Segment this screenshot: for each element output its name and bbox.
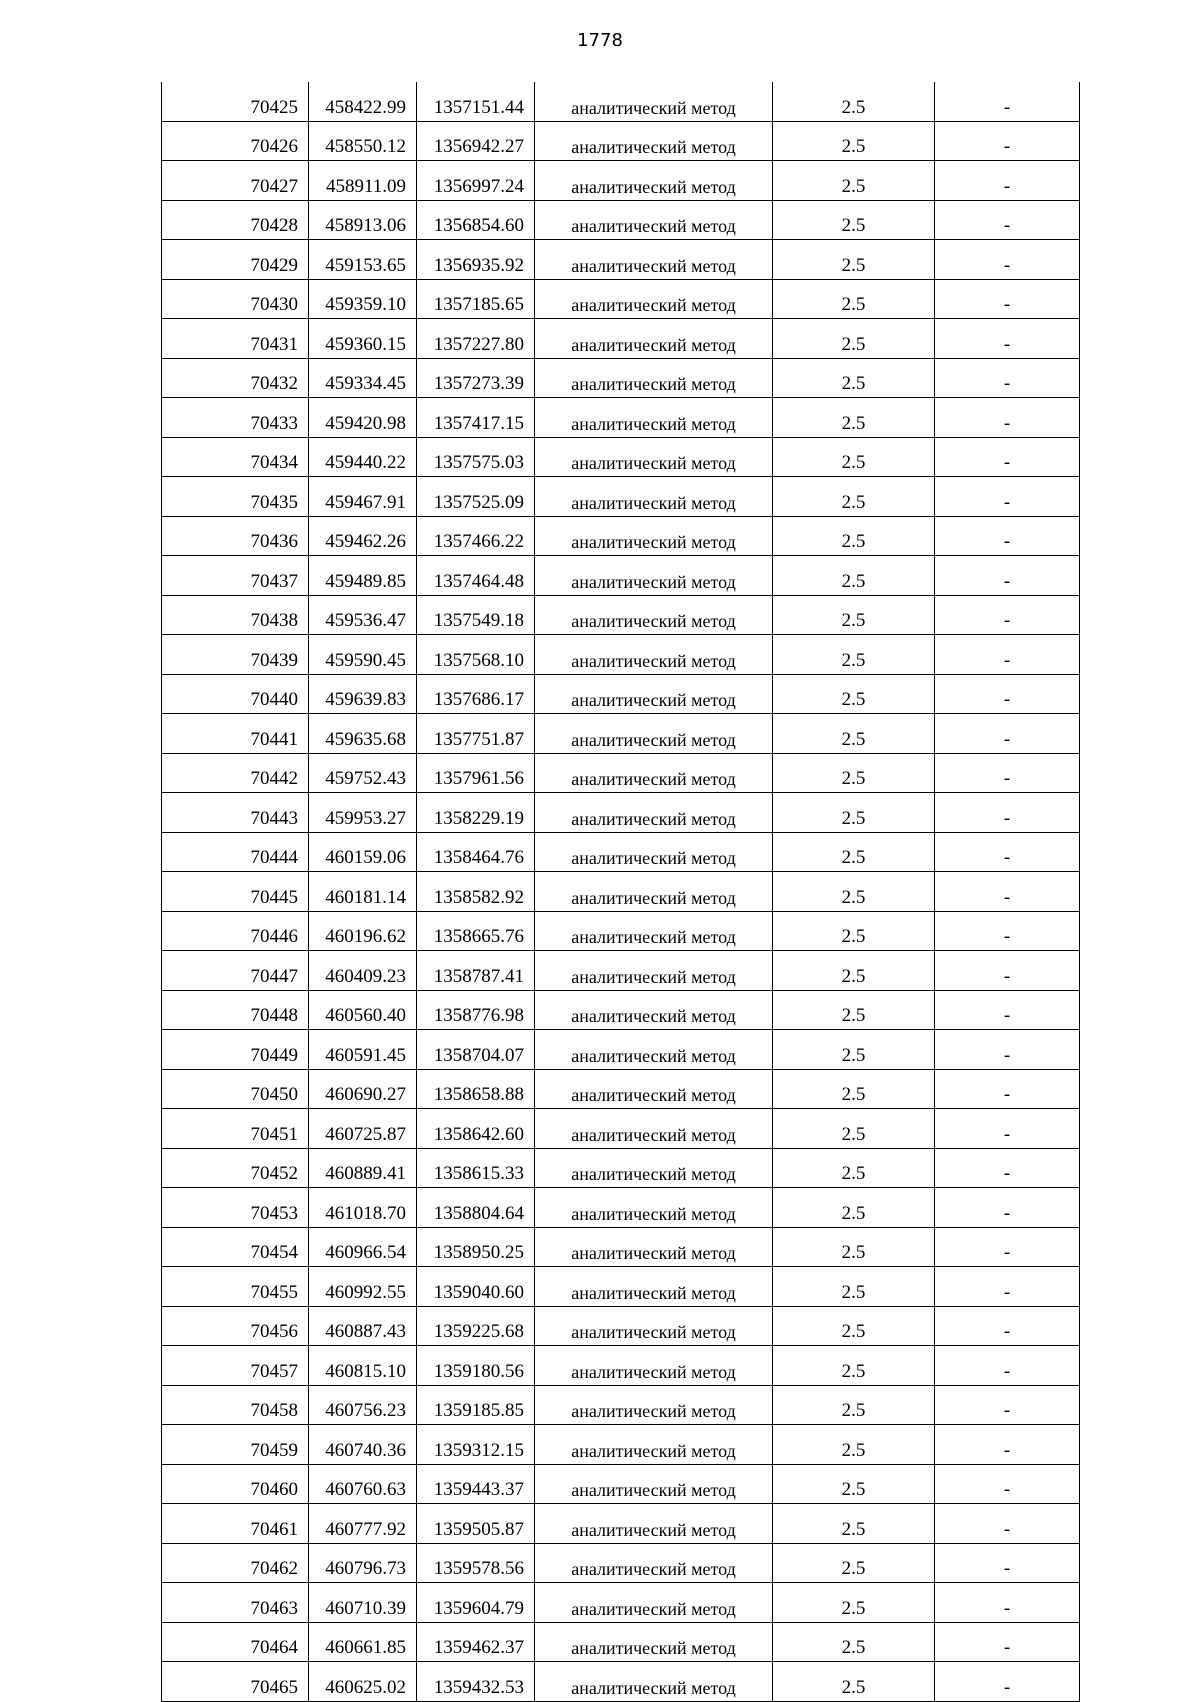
accuracy-cell: 2.5 (773, 1662, 935, 1702)
accuracy-cell: 2.5 (773, 1425, 935, 1465)
accuracy-cell: 2.5 (773, 1030, 935, 1070)
table-row (162, 240, 1080, 280)
y-coordinate-cell: 1357751.87 (417, 714, 535, 754)
table-body (162, 82, 1080, 1701)
point-number-cell: 70450 (162, 1069, 309, 1109)
point-number-cell: 70426 (162, 121, 309, 161)
point-number-cell: 70435 (162, 477, 309, 517)
table-row (162, 1662, 1080, 1702)
description-cell: - (935, 753, 1080, 793)
x-coordinate-cell: 458913.06 (309, 200, 417, 240)
method-cell: аналитический метод (535, 951, 773, 991)
x-coordinate-cell: 459360.15 (309, 319, 417, 359)
point-number-cell: 70437 (162, 556, 309, 596)
y-coordinate-cell: 1358776.98 (417, 990, 535, 1030)
y-coordinate-cell: 1357273.39 (417, 358, 535, 398)
method-cell: аналитический метод (535, 358, 773, 398)
point-number-cell: 70457 (162, 1346, 309, 1386)
description-cell: - (935, 1425, 1080, 1465)
accuracy-cell: 2.5 (773, 714, 935, 754)
accuracy-cell: 2.5 (773, 990, 935, 1030)
table-row (162, 556, 1080, 596)
x-coordinate-cell: 460796.73 (309, 1543, 417, 1583)
table-row (162, 1583, 1080, 1623)
point-number-cell: 70461 (162, 1504, 309, 1544)
table-row (162, 674, 1080, 714)
accuracy-cell: 2.5 (773, 279, 935, 319)
description-cell: - (935, 832, 1080, 872)
description-cell: - (935, 714, 1080, 754)
x-coordinate-cell: 460887.43 (309, 1306, 417, 1346)
table-row (162, 951, 1080, 991)
y-coordinate-cell: 1357525.09 (417, 477, 535, 517)
table-row (162, 1306, 1080, 1346)
y-coordinate-cell: 1358950.25 (417, 1227, 535, 1267)
table-row (162, 1346, 1080, 1386)
point-number-cell: 70438 (162, 595, 309, 635)
accuracy-cell: 2.5 (773, 477, 935, 517)
description-cell: - (935, 1583, 1080, 1623)
y-coordinate-cell: 1357151.44 (417, 82, 535, 121)
y-coordinate-cell: 1359180.56 (417, 1346, 535, 1386)
accuracy-cell: 2.5 (773, 1227, 935, 1267)
method-cell: аналитический метод (535, 793, 773, 833)
x-coordinate-cell: 459489.85 (309, 556, 417, 596)
method-cell: аналитический метод (535, 1543, 773, 1583)
point-number-cell: 70446 (162, 911, 309, 951)
table-row (162, 358, 1080, 398)
x-coordinate-cell: 460159.06 (309, 832, 417, 872)
y-coordinate-cell: 1356997.24 (417, 161, 535, 201)
description-cell: - (935, 437, 1080, 477)
point-number-cell: 70442 (162, 753, 309, 793)
y-coordinate-cell: 1357549.18 (417, 595, 535, 635)
point-number-cell: 70441 (162, 714, 309, 754)
description-cell: - (935, 911, 1080, 951)
accuracy-cell: 2.5 (773, 82, 935, 121)
table-row (162, 1148, 1080, 1188)
description-cell: - (935, 1188, 1080, 1228)
accuracy-cell: 2.5 (773, 161, 935, 201)
method-cell: аналитический метод (535, 240, 773, 280)
accuracy-cell: 2.5 (773, 240, 935, 280)
accuracy-cell: 2.5 (773, 911, 935, 951)
y-coordinate-cell: 1359443.37 (417, 1464, 535, 1504)
accuracy-cell: 2.5 (773, 437, 935, 477)
x-coordinate-cell: 459153.65 (309, 240, 417, 280)
x-coordinate-cell: 460992.55 (309, 1267, 417, 1307)
y-coordinate-cell: 1358642.60 (417, 1109, 535, 1149)
description-cell: - (935, 1306, 1080, 1346)
description-cell: - (935, 990, 1080, 1030)
method-cell: аналитический метод (535, 753, 773, 793)
method-cell: аналитический метод (535, 1227, 773, 1267)
method-cell: аналитический метод (535, 1030, 773, 1070)
method-cell: аналитический метод (535, 1583, 773, 1623)
y-coordinate-cell: 1358704.07 (417, 1030, 535, 1070)
table-row (162, 82, 1080, 121)
x-coordinate-cell: 459590.45 (309, 635, 417, 675)
accuracy-cell: 2.5 (773, 832, 935, 872)
description-cell: - (935, 1109, 1080, 1149)
point-number-cell: 70439 (162, 635, 309, 675)
method-cell: аналитический метод (535, 595, 773, 635)
accuracy-cell: 2.5 (773, 1504, 935, 1544)
x-coordinate-cell: 460756.23 (309, 1385, 417, 1425)
accuracy-cell: 2.5 (773, 358, 935, 398)
x-coordinate-cell: 459467.91 (309, 477, 417, 517)
y-coordinate-cell: 1356854.60 (417, 200, 535, 240)
method-cell: аналитический метод (535, 1267, 773, 1307)
accuracy-cell: 2.5 (773, 556, 935, 596)
y-coordinate-cell: 1359040.60 (417, 1267, 535, 1307)
description-cell: - (935, 951, 1080, 991)
method-cell: аналитический метод (535, 279, 773, 319)
point-number-cell: 70443 (162, 793, 309, 833)
x-coordinate-cell: 460889.41 (309, 1148, 417, 1188)
x-coordinate-cell: 460725.87 (309, 1109, 417, 1149)
table-row (162, 279, 1080, 319)
point-number-cell: 70433 (162, 398, 309, 438)
table-row (162, 714, 1080, 754)
accuracy-cell: 2.5 (773, 200, 935, 240)
description-cell: - (935, 1267, 1080, 1307)
accuracy-cell: 2.5 (773, 1622, 935, 1662)
accuracy-cell: 2.5 (773, 516, 935, 556)
point-number-cell: 70425 (162, 82, 309, 121)
description-cell: - (935, 200, 1080, 240)
y-coordinate-cell: 1357686.17 (417, 674, 535, 714)
point-number-cell: 70428 (162, 200, 309, 240)
accuracy-cell: 2.5 (773, 595, 935, 635)
y-coordinate-cell: 1356935.92 (417, 240, 535, 280)
point-number-cell: 70429 (162, 240, 309, 280)
description-cell: - (935, 1622, 1080, 1662)
accuracy-cell: 2.5 (773, 1267, 935, 1307)
x-coordinate-cell: 459953.27 (309, 793, 417, 833)
x-coordinate-cell: 460690.27 (309, 1069, 417, 1109)
description-cell: - (935, 1346, 1080, 1386)
x-coordinate-cell: 459536.47 (309, 595, 417, 635)
description-cell: - (935, 358, 1080, 398)
description-cell: - (935, 872, 1080, 912)
y-coordinate-cell: 1359432.53 (417, 1662, 535, 1702)
description-cell: - (935, 635, 1080, 675)
accuracy-cell: 2.5 (773, 753, 935, 793)
x-coordinate-cell: 460409.23 (309, 951, 417, 991)
accuracy-cell: 2.5 (773, 1583, 935, 1623)
table-row (162, 1267, 1080, 1307)
table-row (162, 1030, 1080, 1070)
table-row (162, 121, 1080, 161)
y-coordinate-cell: 1357575.03 (417, 437, 535, 477)
method-cell: аналитический метод (535, 516, 773, 556)
y-coordinate-cell: 1358804.64 (417, 1188, 535, 1228)
x-coordinate-cell: 461018.70 (309, 1188, 417, 1228)
x-coordinate-cell: 460196.62 (309, 911, 417, 951)
point-number-cell: 70456 (162, 1306, 309, 1346)
y-coordinate-cell: 1358464.76 (417, 832, 535, 872)
accuracy-cell: 2.5 (773, 319, 935, 359)
method-cell: аналитический метод (535, 714, 773, 754)
table-row (162, 753, 1080, 793)
y-coordinate-cell: 1357227.80 (417, 319, 535, 359)
description-cell: - (935, 477, 1080, 517)
point-number-cell: 70431 (162, 319, 309, 359)
description-cell: - (935, 1543, 1080, 1583)
point-number-cell: 70440 (162, 674, 309, 714)
y-coordinate-cell: 1357466.22 (417, 516, 535, 556)
x-coordinate-cell: 460560.40 (309, 990, 417, 1030)
x-coordinate-cell: 459639.83 (309, 674, 417, 714)
point-number-cell: 70448 (162, 990, 309, 1030)
table-row (162, 319, 1080, 359)
accuracy-cell: 2.5 (773, 674, 935, 714)
method-cell: аналитический метод (535, 161, 773, 201)
y-coordinate-cell: 1358665.76 (417, 911, 535, 951)
accuracy-cell: 2.5 (773, 1148, 935, 1188)
table-row (162, 872, 1080, 912)
description-cell: - (935, 674, 1080, 714)
point-number-cell: 70455 (162, 1267, 309, 1307)
point-number-cell: 70449 (162, 1030, 309, 1070)
table-row (162, 477, 1080, 517)
method-cell: аналитический метод (535, 398, 773, 438)
table-row (162, 635, 1080, 675)
accuracy-cell: 2.5 (773, 1188, 935, 1228)
method-cell: аналитический метод (535, 911, 773, 951)
method-cell: аналитический метод (535, 82, 773, 121)
accuracy-cell: 2.5 (773, 121, 935, 161)
point-number-cell: 70434 (162, 437, 309, 477)
point-number-cell: 70432 (162, 358, 309, 398)
method-cell: аналитический метод (535, 1306, 773, 1346)
accuracy-cell: 2.5 (773, 1464, 935, 1504)
table-row (162, 1188, 1080, 1228)
table-row (162, 911, 1080, 951)
x-coordinate-cell: 459420.98 (309, 398, 417, 438)
table-row (162, 1543, 1080, 1583)
point-number-cell: 70445 (162, 872, 309, 912)
method-cell: аналитический метод (535, 674, 773, 714)
point-number-cell: 70447 (162, 951, 309, 991)
x-coordinate-cell: 460710.39 (309, 1583, 417, 1623)
method-cell: аналитический метод (535, 1464, 773, 1504)
method-cell: аналитический метод (535, 1385, 773, 1425)
y-coordinate-cell: 1357464.48 (417, 556, 535, 596)
x-coordinate-cell: 460661.85 (309, 1622, 417, 1662)
method-cell: аналитический метод (535, 1069, 773, 1109)
accuracy-cell: 2.5 (773, 872, 935, 912)
y-coordinate-cell: 1359225.68 (417, 1306, 535, 1346)
y-coordinate-cell: 1356942.27 (417, 121, 535, 161)
x-coordinate-cell: 459440.22 (309, 437, 417, 477)
table-row (162, 1109, 1080, 1149)
table-row (162, 516, 1080, 556)
point-number-cell: 70458 (162, 1385, 309, 1425)
description-cell: - (935, 1148, 1080, 1188)
accuracy-cell: 2.5 (773, 1109, 935, 1149)
x-coordinate-cell: 460625.02 (309, 1662, 417, 1702)
point-number-cell: 70436 (162, 516, 309, 556)
table-row (162, 793, 1080, 833)
method-cell: аналитический метод (535, 1662, 773, 1702)
table-row (162, 1622, 1080, 1662)
x-coordinate-cell: 460181.14 (309, 872, 417, 912)
method-cell: аналитический метод (535, 319, 773, 359)
y-coordinate-cell: 1357417.15 (417, 398, 535, 438)
description-cell: - (935, 595, 1080, 635)
method-cell: аналитический метод (535, 1622, 773, 1662)
y-coordinate-cell: 1359462.37 (417, 1622, 535, 1662)
point-number-cell: 70427 (162, 161, 309, 201)
description-cell: - (935, 398, 1080, 438)
y-coordinate-cell: 1359604.79 (417, 1583, 535, 1623)
method-cell: аналитический метод (535, 1504, 773, 1544)
point-number-cell: 70453 (162, 1188, 309, 1228)
method-cell: аналитический метод (535, 1188, 773, 1228)
table-row (162, 990, 1080, 1030)
x-coordinate-cell: 459752.43 (309, 753, 417, 793)
point-number-cell: 70454 (162, 1227, 309, 1267)
x-coordinate-cell: 460591.45 (309, 1030, 417, 1070)
table-row (162, 1504, 1080, 1544)
x-coordinate-cell: 458422.99 (309, 82, 417, 121)
method-cell: аналитический метод (535, 635, 773, 675)
point-number-cell: 70430 (162, 279, 309, 319)
accuracy-cell: 2.5 (773, 1069, 935, 1109)
description-cell: - (935, 1069, 1080, 1109)
x-coordinate-cell: 460815.10 (309, 1346, 417, 1386)
table-row (162, 1464, 1080, 1504)
y-coordinate-cell: 1359185.85 (417, 1385, 535, 1425)
accuracy-cell: 2.5 (773, 635, 935, 675)
point-number-cell: 70463 (162, 1583, 309, 1623)
y-coordinate-cell: 1359578.56 (417, 1543, 535, 1583)
x-coordinate-cell: 460760.63 (309, 1464, 417, 1504)
method-cell: аналитический метод (535, 121, 773, 161)
method-cell: аналитический метод (535, 872, 773, 912)
description-cell: - (935, 556, 1080, 596)
y-coordinate-cell: 1359505.87 (417, 1504, 535, 1544)
x-coordinate-cell: 460777.92 (309, 1504, 417, 1544)
accuracy-cell: 2.5 (773, 951, 935, 991)
table-row (162, 1385, 1080, 1425)
description-cell: - (935, 1385, 1080, 1425)
accuracy-cell: 2.5 (773, 1543, 935, 1583)
x-coordinate-cell: 459359.10 (309, 279, 417, 319)
y-coordinate-cell: 1357185.65 (417, 279, 535, 319)
description-cell: - (935, 279, 1080, 319)
point-number-cell: 70451 (162, 1109, 309, 1149)
table-row (162, 1069, 1080, 1109)
table-row (162, 398, 1080, 438)
point-number-cell: 70459 (162, 1425, 309, 1465)
x-coordinate-cell: 459334.45 (309, 358, 417, 398)
description-cell: - (935, 1030, 1080, 1070)
description-cell: - (935, 516, 1080, 556)
description-cell: - (935, 1662, 1080, 1702)
method-cell: аналитический метод (535, 477, 773, 517)
x-coordinate-cell: 460966.54 (309, 1227, 417, 1267)
description-cell: - (935, 1227, 1080, 1267)
x-coordinate-cell: 458911.09 (309, 161, 417, 201)
page-number: 1778 (577, 30, 623, 51)
description-cell: - (935, 240, 1080, 280)
accuracy-cell: 2.5 (773, 793, 935, 833)
table-row (162, 437, 1080, 477)
description-cell: - (935, 121, 1080, 161)
accuracy-cell: 2.5 (773, 398, 935, 438)
y-coordinate-cell: 1358787.41 (417, 951, 535, 991)
method-cell: аналитический метод (535, 1148, 773, 1188)
description-cell: - (935, 82, 1080, 121)
x-coordinate-cell: 458550.12 (309, 121, 417, 161)
method-cell: аналитический метод (535, 200, 773, 240)
method-cell: аналитический метод (535, 1346, 773, 1386)
accuracy-cell: 2.5 (773, 1385, 935, 1425)
y-coordinate-cell: 1357961.56 (417, 753, 535, 793)
description-cell: - (935, 1464, 1080, 1504)
method-cell: аналитический метод (535, 832, 773, 872)
y-coordinate-cell: 1358229.19 (417, 793, 535, 833)
point-number-cell: 70460 (162, 1464, 309, 1504)
y-coordinate-cell: 1358582.92 (417, 872, 535, 912)
description-cell: - (935, 793, 1080, 833)
description-cell: - (935, 319, 1080, 359)
accuracy-cell: 2.5 (773, 1306, 935, 1346)
description-cell: - (935, 1504, 1080, 1544)
method-cell: аналитический метод (535, 1425, 773, 1465)
table-row (162, 595, 1080, 635)
x-coordinate-cell: 459635.68 (309, 714, 417, 754)
coordinates-table (161, 82, 1080, 1702)
x-coordinate-cell: 460740.36 (309, 1425, 417, 1465)
y-coordinate-cell: 1359312.15 (417, 1425, 535, 1465)
table-row (162, 1227, 1080, 1267)
y-coordinate-cell: 1358658.88 (417, 1069, 535, 1109)
method-cell: аналитический метод (535, 1109, 773, 1149)
point-number-cell: 70444 (162, 832, 309, 872)
method-cell: аналитический метод (535, 990, 773, 1030)
point-number-cell: 70465 (162, 1662, 309, 1702)
point-number-cell: 70452 (162, 1148, 309, 1188)
y-coordinate-cell: 1358615.33 (417, 1148, 535, 1188)
accuracy-cell: 2.5 (773, 1346, 935, 1386)
y-coordinate-cell: 1357568.10 (417, 635, 535, 675)
table-row (162, 832, 1080, 872)
table-row (162, 200, 1080, 240)
method-cell: аналитический метод (535, 556, 773, 596)
table-row (162, 1425, 1080, 1465)
table-row (162, 161, 1080, 201)
point-number-cell: 70464 (162, 1622, 309, 1662)
description-cell: - (935, 161, 1080, 201)
method-cell: аналитический метод (535, 437, 773, 477)
x-coordinate-cell: 459462.26 (309, 516, 417, 556)
point-number-cell: 70462 (162, 1543, 309, 1583)
